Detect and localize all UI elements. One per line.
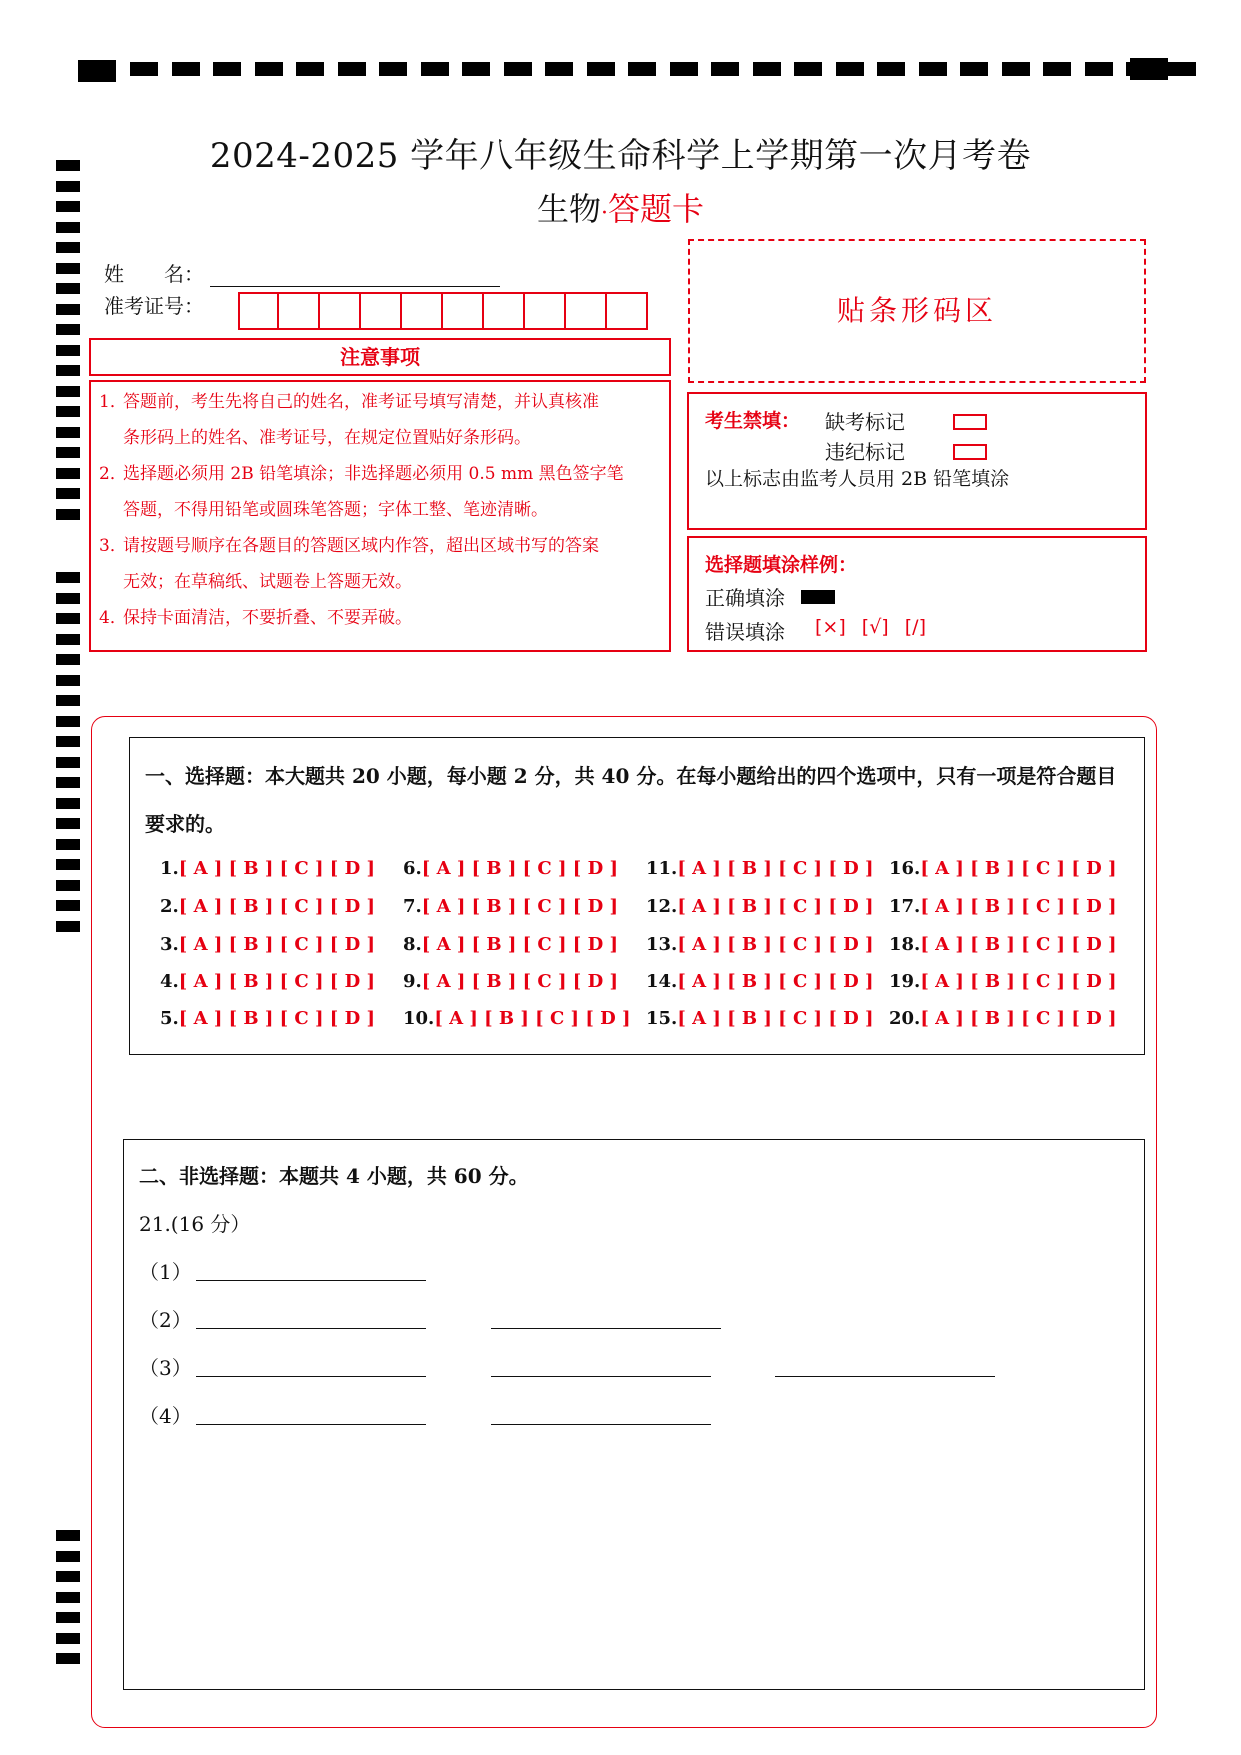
mc-question[interactable] [160, 858, 375, 879]
mc-options[interactable]: [ A ] [ B ] [ C ] [ D ] [421, 896, 618, 917]
mc-number: 18. [889, 934, 921, 955]
notice-num: 1． [99, 392, 127, 412]
sample-title: 选择题填涂样例： [705, 554, 858, 576]
notice-num: 2． [99, 464, 127, 484]
id-digit-box[interactable] [607, 292, 648, 330]
mc-options[interactable]: [ A ] [ B ] [ C ] [ D ] [677, 1008, 874, 1029]
notice-item [99, 528, 665, 600]
mc-question[interactable] [889, 971, 1117, 992]
mc-options[interactable]: [ A ] [ B ] [ C ] [ D ] [920, 934, 1117, 955]
mc-options[interactable]: [ A ] [ B ] [ C ] [ D ] [920, 971, 1117, 992]
name-field[interactable] [210, 264, 500, 287]
absent-mark-box[interactable] [953, 414, 987, 430]
violation-label: 违纪标记 [825, 440, 905, 464]
mc-options[interactable]: [ A ] [ B ] [ C ] [ D ] [677, 858, 874, 879]
timing-mark [130, 62, 158, 76]
subject-label: 生物 [536, 190, 601, 228]
timing-mark [56, 880, 80, 891]
name-label: 姓 名： [104, 262, 204, 286]
timing-mark [172, 62, 200, 76]
mc-number: 13. [646, 934, 678, 955]
ban-note: 以上标志由监考人员用 2B 铅笔填涂 [705, 468, 1010, 490]
timing-mark [56, 427, 80, 438]
timing-mark [56, 798, 80, 809]
notice-cont: 答题，不得用铅笔或圆珠笔答题；字体工整、笔迹清晰。 [123, 500, 548, 520]
mc-options[interactable]: [ A ] [ B ] [ C ] [ D ] [178, 896, 375, 917]
answer-line[interactable] [196, 1328, 426, 1329]
correct-fill-sample [801, 590, 835, 604]
mc-question[interactable] [160, 896, 375, 917]
sub-question-label: （3） [139, 1356, 192, 1380]
timing-mark [56, 1653, 80, 1664]
notice-item [99, 456, 665, 528]
mc-question[interactable] [160, 971, 375, 992]
mc-number: 3. [160, 934, 179, 955]
id-digit-box[interactable] [320, 292, 361, 330]
timing-mark [1130, 58, 1168, 80]
notice-cont: 条形码上的姓名、准考证号，在规定位置贴好条形码。 [123, 428, 531, 448]
timing-mark [56, 345, 80, 356]
timing-mark [504, 62, 532, 76]
mc-number: 5. [160, 1008, 179, 1029]
timing-mark [255, 62, 283, 76]
timing-mark [56, 634, 80, 645]
mc-number: 1. [160, 858, 179, 879]
timing-mark [56, 613, 80, 624]
mc-number: 7. [403, 896, 422, 917]
question-21-label: 21.(16 分） [139, 1212, 251, 1236]
timing-mark [56, 593, 80, 604]
mc-question[interactable] [889, 1008, 1117, 1029]
mc-number: 17. [889, 896, 921, 917]
timing-mark [753, 62, 781, 76]
mc-question[interactable] [646, 896, 874, 917]
timing-mark [56, 283, 80, 294]
section1-box [129, 737, 1145, 1055]
mc-number: 16. [889, 858, 921, 879]
timing-mark [56, 488, 80, 499]
notice-item [99, 600, 665, 636]
id-boxes [238, 292, 648, 330]
mc-question[interactable] [889, 934, 1117, 955]
page-title: 2024-2025 学年八年级生命科学上学期第一次月考卷 [209, 136, 1032, 176]
mc-number: 12. [646, 896, 678, 917]
timing-mark [213, 62, 241, 76]
mc-options[interactable]: [ A ] [ B ] [ C ] [ D ] [920, 858, 1117, 879]
violation-mark-box[interactable] [953, 444, 987, 460]
timing-mark [56, 386, 80, 397]
timing-mark [56, 1530, 80, 1541]
timing-mark [56, 242, 80, 253]
wrong-label: 错误填涂 [705, 620, 785, 644]
timing-mark [794, 62, 822, 76]
timing-marks-top [78, 58, 1178, 82]
timing-mark [56, 675, 80, 686]
timing-mark [56, 839, 80, 850]
id-digit-box[interactable] [566, 292, 607, 330]
mc-options[interactable]: [ A ] [ B ] [ C ] [ D ] [920, 896, 1117, 917]
notice-item [99, 384, 665, 456]
timing-mark [545, 62, 573, 76]
mc-question[interactable] [646, 971, 874, 992]
mc-number: 19. [889, 971, 921, 992]
mc-options[interactable]: [ A ] [ B ] [ C ] [ D ] [421, 858, 618, 879]
timing-mark [56, 921, 80, 932]
mc-number: 11. [646, 858, 678, 879]
timing-mark [711, 62, 739, 76]
mc-number: 2. [160, 896, 179, 917]
id-label: 准考证号： [104, 294, 204, 318]
id-digit-box[interactable] [361, 292, 402, 330]
mc-number: 8. [403, 934, 422, 955]
answer-line[interactable] [775, 1376, 995, 1377]
timing-mark [1085, 62, 1113, 76]
id-digit-box[interactable] [443, 292, 484, 330]
mc-options[interactable]: [ A ] [ B ] [ C ] [ D ] [421, 934, 618, 955]
timing-mark [56, 1633, 80, 1644]
mc-number: 10. [403, 1008, 435, 1029]
notice-num: 4． [99, 608, 127, 628]
id-digit-box[interactable] [402, 292, 443, 330]
timing-mark [960, 62, 988, 76]
timing-mark [919, 62, 947, 76]
answer-line[interactable] [196, 1424, 426, 1425]
mc-options[interactable]: [ A ] [ B ] [ C ] [ D ] [677, 896, 874, 917]
timing-mark [56, 1592, 80, 1603]
mc-question[interactable] [646, 1008, 874, 1029]
mc-question[interactable] [889, 858, 1117, 879]
timing-mark [56, 1571, 80, 1582]
timing-mark [56, 695, 80, 706]
mc-question[interactable] [403, 971, 618, 992]
name-row [104, 258, 500, 287]
timing-mark [1043, 62, 1071, 76]
card-label: 答题卡 [608, 190, 705, 228]
timing-mark [56, 716, 80, 727]
ban-box [687, 392, 1147, 530]
timing-mark [56, 509, 80, 520]
mc-options[interactable]: [ A ] [ B ] [ C ] [ D ] [178, 858, 375, 879]
timing-mark [56, 304, 80, 315]
timing-mark [670, 62, 698, 76]
mc-number: 15. [646, 1008, 678, 1029]
timing-mark [421, 62, 449, 76]
mc-options[interactable]: [ A ] [ B ] [ C ] [ D ] [178, 971, 375, 992]
notice-text: 请按题号顺序在各题目的答题区域内作答，超出区域书写的答案 [123, 536, 599, 556]
timing-mark [56, 468, 80, 479]
timing-mark [1168, 62, 1196, 76]
mc-options[interactable]: [ A ] [ B ] [ C ] [ D ] [434, 1008, 631, 1029]
mc-number: 14. [646, 971, 678, 992]
timing-mark [56, 1551, 80, 1562]
timing-mark [56, 447, 80, 458]
section1-heading: 一、选择题：本大题共 20 小题，每小题 2 分，共 40 分。在每小题给出的四个选项中，只有一项是符合题目要求的。 [145, 764, 1117, 836]
ban-title: 考生禁填： [705, 410, 801, 432]
section2-box [123, 1139, 1145, 1690]
mc-question[interactable] [403, 858, 618, 879]
section2-heading: 二、非选择题：本题共 4 小题，共 60 分。 [139, 1164, 529, 1188]
timing-mark [877, 62, 905, 76]
id-digit-box[interactable] [238, 292, 279, 330]
mc-options[interactable]: [ A ] [ B ] [ C ] [ D ] [677, 934, 874, 955]
timing-mark [56, 654, 80, 665]
absent-label: 缺考标记 [825, 410, 905, 434]
mc-options[interactable]: [ A ] [ B ] [ C ] [ D ] [677, 971, 874, 992]
timing-mark [56, 859, 80, 870]
id-digit-box[interactable] [484, 292, 525, 330]
answer-line[interactable] [196, 1376, 426, 1377]
notice-text: 保持卡面清洁，不要折叠、不要弄破。 [123, 608, 412, 628]
timing-mark [338, 62, 366, 76]
mc-options[interactable]: [ A ] [ B ] [ C ] [ D ] [178, 934, 375, 955]
answer-line[interactable] [491, 1328, 721, 1329]
timing-mark [56, 365, 80, 376]
mc-question[interactable] [646, 858, 874, 879]
timing-mark [56, 263, 80, 274]
timing-mark [56, 1612, 80, 1623]
id-digit-box[interactable] [525, 292, 566, 330]
answer-line[interactable] [491, 1376, 711, 1377]
timing-mark [379, 62, 407, 76]
mc-number: 20. [889, 1008, 921, 1029]
timing-mark [56, 572, 80, 583]
answer-line[interactable] [491, 1424, 711, 1425]
timing-mark [628, 62, 656, 76]
mc-question[interactable] [160, 1008, 375, 1029]
mc-question[interactable] [160, 934, 375, 955]
sub-question-label: （1） [139, 1260, 192, 1284]
timing-mark [836, 62, 864, 76]
timing-mark [1002, 62, 1030, 76]
timing-mark [56, 818, 80, 829]
subtitle-separator: · [601, 201, 608, 226]
notice-heading: 注意事项 [89, 338, 671, 376]
mc-number: 6. [403, 858, 422, 879]
mc-options[interactable]: [ A ] [ B ] [ C ] [ D ] [178, 1008, 375, 1029]
timing-mark [462, 62, 490, 76]
mc-question[interactable] [889, 896, 1117, 917]
correct-label: 正确填涂 [705, 586, 785, 610]
mc-question[interactable] [403, 1008, 631, 1029]
timing-mark [78, 60, 116, 82]
mc-question[interactable] [646, 934, 874, 955]
notice-text: 答题前，考生先将自己的姓名，准考证号填写清楚，并认真核准 [123, 392, 599, 412]
wrong-marks: [×] [√] [/] [815, 616, 926, 638]
timing-mark [56, 757, 80, 768]
timing-mark [56, 777, 80, 788]
notice-box [89, 380, 671, 652]
mc-question[interactable] [403, 896, 618, 917]
mc-number: 4. [160, 971, 179, 992]
page-subtitle [0, 184, 1241, 230]
notice-cont: 无效；在草稿纸、试题卷上答题无效。 [123, 572, 412, 592]
timing-mark [587, 62, 615, 76]
answer-line[interactable] [196, 1280, 426, 1281]
timing-mark [56, 736, 80, 747]
sub-question-label: （4） [139, 1404, 192, 1428]
timing-mark [56, 406, 80, 417]
notice-num: 3． [99, 536, 127, 556]
timing-mark [56, 900, 80, 911]
mc-number: 9. [403, 971, 422, 992]
mc-options[interactable]: [ A ] [ B ] [ C ] [ D ] [920, 1008, 1117, 1029]
mc-question[interactable] [403, 934, 618, 955]
timing-mark [296, 62, 324, 76]
timing-mark [56, 324, 80, 335]
id-digit-box[interactable] [279, 292, 320, 330]
barcode-area: 贴条形码区 [688, 239, 1146, 383]
sub-question-label: （2） [139, 1308, 192, 1332]
sample-box [687, 536, 1147, 652]
mc-options[interactable]: [ A ] [ B ] [ C ] [ D ] [421, 971, 618, 992]
notice-text: 选择题必须用 2B 铅笔填涂；非选择题必须用 0.5 mm 黑色签字笔 [123, 464, 624, 484]
